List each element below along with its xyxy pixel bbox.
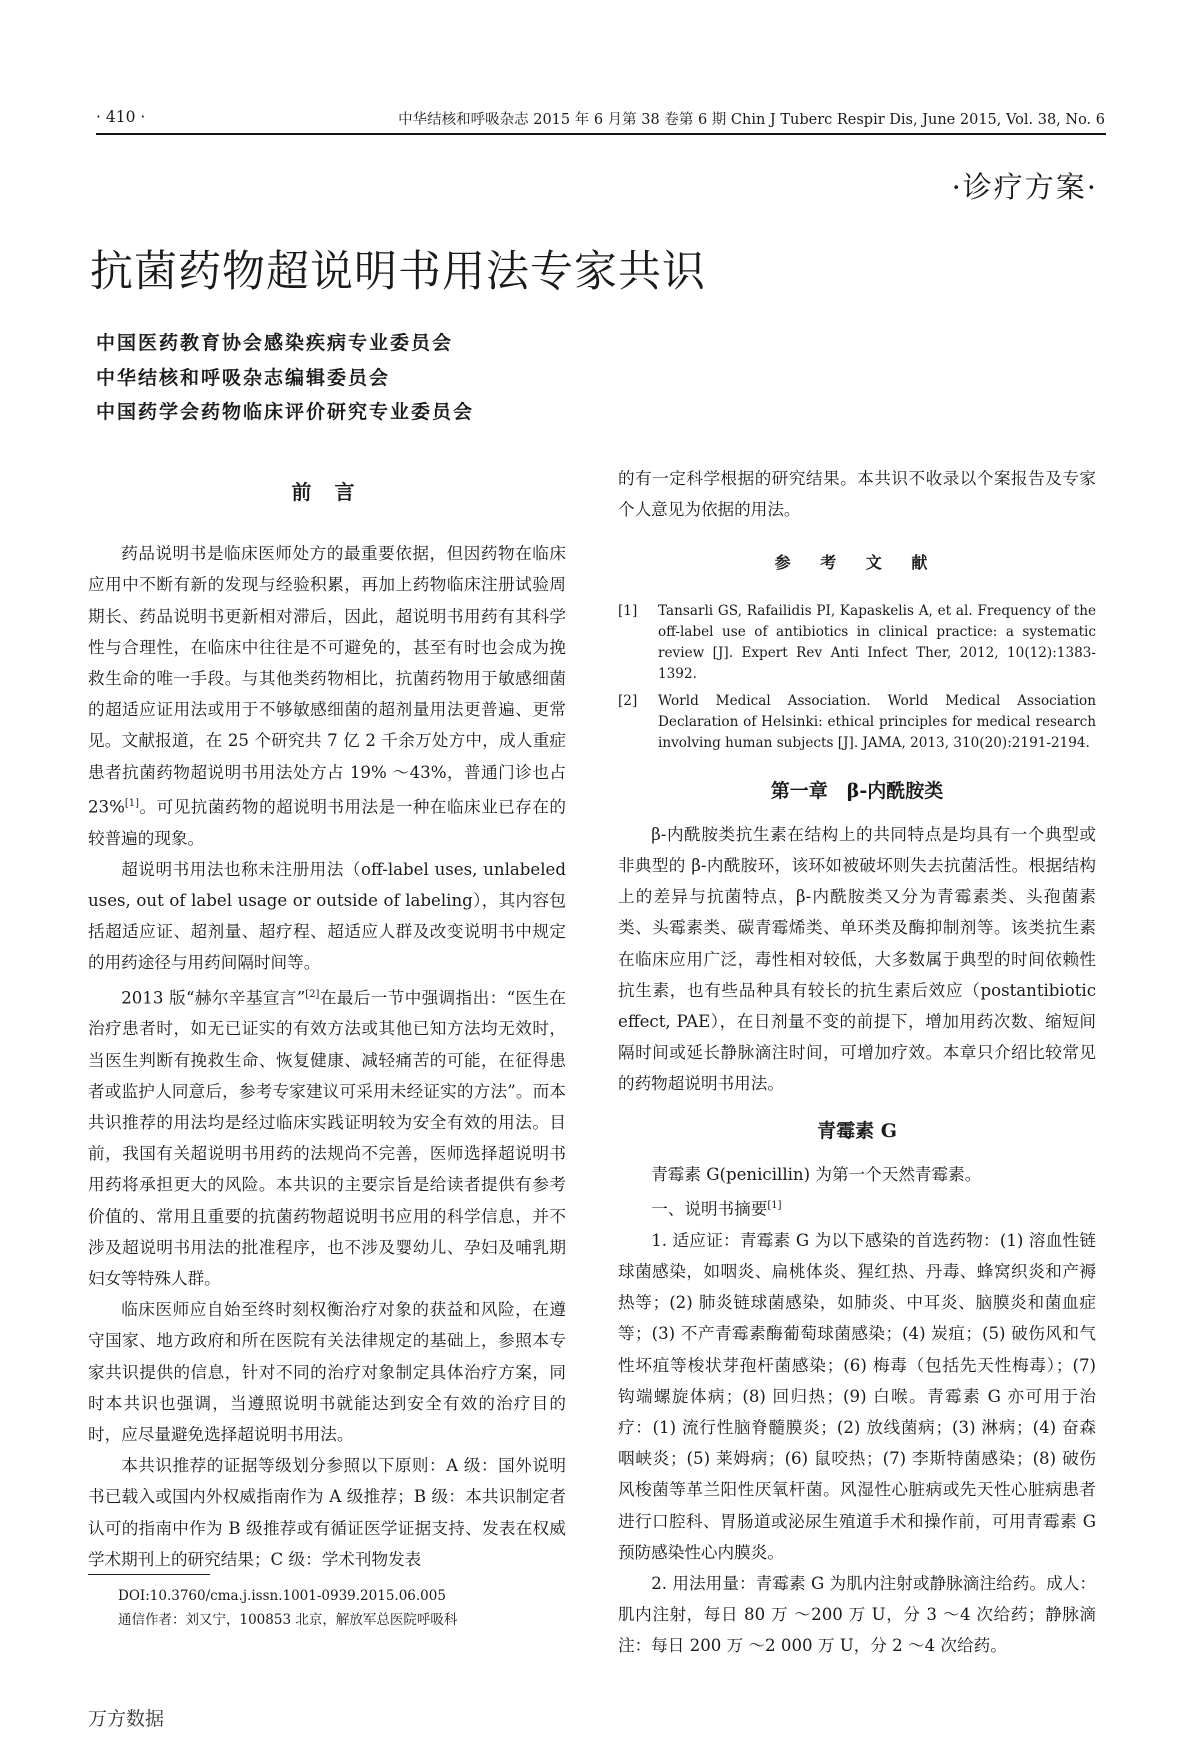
reference-item: [618, 691, 1096, 754]
watermark: 万方数据: [88, 1708, 165, 1730]
references-heading: 参 考 文 献: [774, 553, 940, 573]
paragraph: 临床医师应自始至终时刻权衡治疗对象的获益和风险，在遵守国家、地方政府和所在医院有关法律规定的基础上，参照本专家共识提供的信息，针对不同的治疗对象制定具体治疗方案，同时本共识也强调，当遵照说明书就能达到安全有效的治疗目的时，应尽量避免选择超说明书用法。: [88, 1300, 566, 1444]
author-affiliation: 中国医药教育协会感染疾病专业委员会: [96, 332, 454, 354]
subheading: [618, 1190, 1096, 1225]
author-affiliation: 中华结核和呼吸杂志编辑委员会: [96, 367, 391, 389]
citation: [1]: [767, 1200, 782, 1212]
page-number: · 410 ·: [96, 108, 146, 126]
doi-footnote: DOI:10.3760/cma.j.issn.1001-0939.2015.06.005: [118, 1588, 446, 1604]
column-tag: ·诊疗方案·: [951, 170, 1098, 204]
reference-number: [1]: [618, 602, 638, 619]
paragraph-text: 药品说明书是临床医师处方的最重要依据，但因药物在临床应用中不断有新的发现与经验积累，再加上药物临床注册试验周期长、药品说明书更新相对滞后，因此，超说明书用药有其科学性与合理性，在临床中往往是不可避免的，甚至有时也会成为挽救生命的唯一手段。与其他类药物相比，抗菌药物用于敏感细菌的超适应证用法或用于不够敏感细菌的超剂量用法更普遍、更常见。文献报道，在 25 个研究共 7 亿 2 千余万处方中，成人重症患者抗菌药物超说明书用法处方占 19% ～43%，普通门诊也占 23%: [88, 544, 566, 817]
footnote-rule: [88, 1574, 210, 1575]
paragraph: 1. 适应证：青霉素 G 为以下感染的首选药物：(1) 溶血性链球菌感染，如咽炎、扁桃体炎、猩红热、丹毒、蜂窝织炎和产褥热等；(2) 肺炎链球菌感染，如肺炎、中耳炎、脑膜炎和菌血症等；(3) 不产青霉素酶葡萄球菌感染；(4) 炭疽；(5) 破伤风和气性坏疽等梭状芽孢杆菌感染；(6) 梅毒（包括先天性梅毒）；(7) 钩端螺旋体病；(8) 回归热；(9) 白喉。青霉素 G 亦可用于治疗：(1) 流行性脑脊髓膜炎；(2) 放线菌病；(3) 淋病；(4) 奋森咽峡炎；(5) 莱姆病；(6) 鼠咬热；(7) 李斯特菌感染；(8) 破伤风梭菌等革兰阳性厌氧杆菌。风湿性心脏病或先天性心脏病患者进行口腔科、胃肠道或泌尿生殖道手术和操作前，可用青霉素 G 预防感染性心内膜炎。: [618, 1230, 1096, 1562]
paragraph: [88, 538, 566, 854]
journal-header: 中华结核和呼吸杂志 2015 年 6 月第 38 卷第 6 期 Chin J Tuberc Respir Dis, June 2015, Vol. 38, No. 6: [398, 112, 1105, 128]
paragraph-text: 在最后一节中强调指出：“医生在治疗患者时，如无已证实的有效方法或其他已知方法均无效时，当医生判断有挽救生命、恢复健康、减轻痛苦的可能，在征得患者或监护人同意后，参考专家建议可采用未经证实的方法”。而本共识推荐的用法均是经过临床实践证明较为安全有效的用法。目前，我国有关超说明书用药的法规尚不完善，医师选择超说明书用药将承担更大的风险。本共识的主要宗旨是给读者提供有参考价值的、常用且重要的抗菌药物超说明书应用的科学信息，并不涉及超说明书用法的批准程序，也不涉及婴幼儿、孕妇及哺乳期妇女等特殊人群。: [88, 988, 566, 1288]
corresponding-author-footnote: 通信作者：刘又宁，100853 北京，解放军总医院呼吸科: [118, 1612, 458, 1628]
chapter-heading: 第一章 β-内酰胺类: [770, 779, 944, 802]
citation: [1]: [124, 797, 140, 809]
paragraph: 超说明书用法也称未注册用法（off-label uses, unlabeled uses, out of label usage or outside of labeling），其内容包括超适应证、超剂量、超疗程、超适应人群及改变说明书中规定的用药途径与用药间隔时间等。: [88, 859, 566, 973]
section-heading-preface: 前 言: [291, 480, 363, 504]
author-affiliation: 中国药学会药物临床评价研究专业委员会: [96, 401, 475, 423]
paragraph: β-内酰胺类抗生素在结构上的共同特点是均具有一个典型或非典型的 β-内酰胺环，该环如被破坏则失去抗菌活性。根据结构上的差异与抗菌特点，β-内酰胺类又分为青霉素类、头孢菌素类、头霉素类、碳青霉烯类、单环类及酶抑制剂等。该类抗生素在临床应用广泛，毒性相对较低，大多数属于典型的时间依赖性抗生素，也有些品种具有较长的抗生素后效应（postantibiotic effect, PAE），在日剂量不变的前提下，增加用药次数、缩短间隔时间或延长静脉滴注时间，可增加疗效。本章只介绍比较常见的药物超说明书用法。: [618, 824, 1096, 1094]
reference-text: Tansarli GS, Rafailidis PI, Kapaskelis A, et al. Frequency of the off-label use of antibiotics in clinical practice: a systematic review [J]. Expert Rev Anti Infect Ther, 2012, 10(12):1383-1392.: [658, 602, 1096, 682]
paragraph-text: 。可见抗菌药物的超说明书用法是一种在临床业已存在的较普遍的现象。: [88, 797, 566, 848]
reference-item: [618, 601, 1096, 685]
drug-heading: 青霉素 G: [817, 1119, 897, 1142]
paragraph: 的有一定科学根据的研究结果。本共识不收录以个案报告及专家个人意见为依据的用法。: [618, 469, 1096, 520]
reference-text: World Medical Association. World Medical Association Declaration of Helsinki: ethical principles for medical research involving human subjects [J]. JAMA, 2013, 310(20):2191-2194.: [658, 692, 1096, 751]
reference-number: [2]: [618, 692, 638, 709]
paragraph: 本共识推荐的证据等级划分参照以下原则：A 级：国外说明书已载入或国内外权威指南作为 A 级推荐；B 级：本共识制定者认可的指南中作为 B 级推荐或有循证医学证据支持、发表在权威学术期刊上的研究结果；C 级：学术刊物发表: [88, 1456, 566, 1569]
paragraph: [88, 979, 566, 1295]
header-rule: [96, 133, 1106, 135]
article-title: 抗菌药物超说明书用法专家共识: [90, 247, 706, 297]
left-column: [88, 477, 566, 1575]
subheading-text: 一、说明书摘要: [651, 1199, 768, 1219]
citation: [2]: [305, 988, 320, 1000]
paragraph: 2. 用法用量：青霉素 G 为肌内注射或静脉滴注给药。成人：肌内注射，每日 80 万 ～200 万 U，分 3 ～4 次给药；静脉滴注：每日 200 万 ～2 000 万 U，分 2 ～4 次给药。: [618, 1574, 1096, 1656]
paragraph-text: 2013 版“赫尔辛基宣言”: [121, 988, 306, 1008]
right-column: [618, 463, 1096, 1662]
paragraph: 青霉素 G(penicillin) 为第一个天然青霉素。: [651, 1164, 982, 1184]
